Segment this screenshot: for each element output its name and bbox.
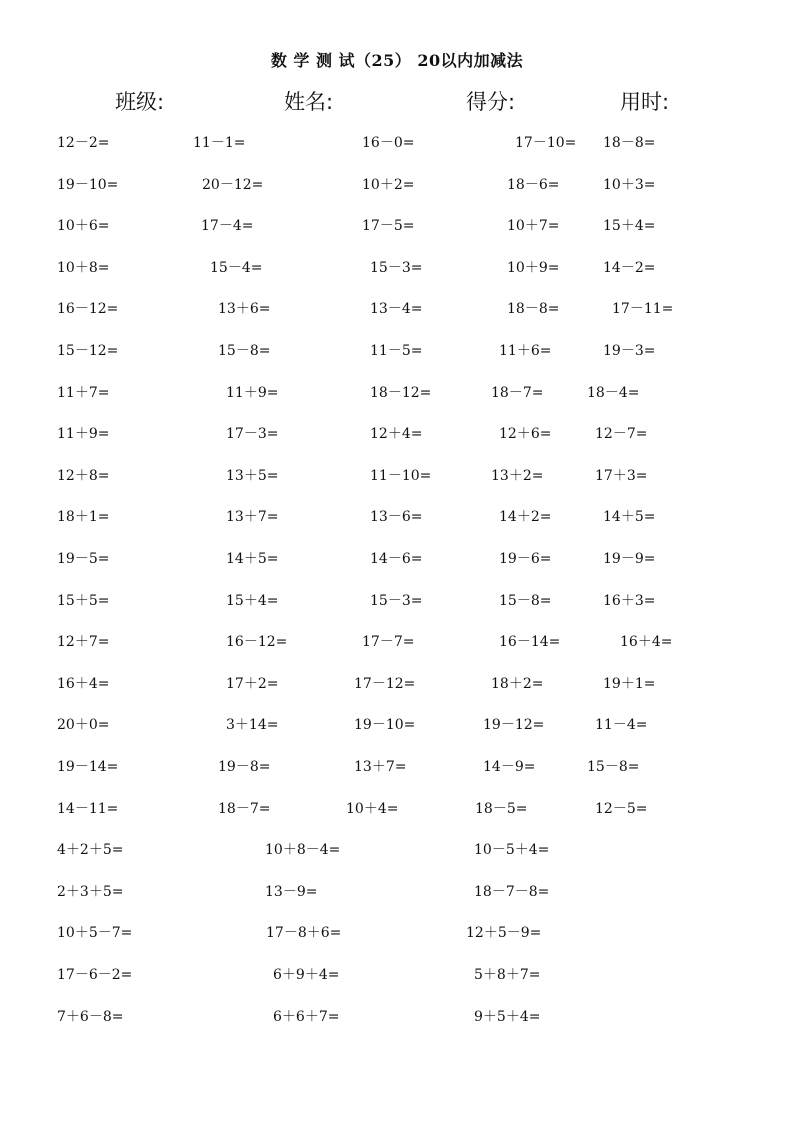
math-problem: 15－8=	[499, 593, 552, 609]
time-field-label: 用时:	[620, 90, 670, 114]
math-problem: 12＋4=	[370, 426, 423, 442]
math-problem: 14－6=	[370, 551, 423, 567]
math-problem: 19－12=	[483, 717, 545, 733]
math-problem: 17－8＋6=	[266, 925, 342, 941]
page-title: 数 学 测 试（25） 20以内加减法	[270, 51, 524, 70]
math-problem: 18－4=	[587, 385, 640, 401]
math-problem: 17－7=	[362, 634, 415, 650]
math-problem: 15－8=	[587, 759, 640, 775]
math-problem: 10＋2=	[362, 177, 415, 193]
math-problem: 17－5=	[362, 218, 415, 234]
math-problem: 18－8=	[507, 301, 560, 317]
math-problem: 17－12=	[354, 676, 416, 692]
math-problem: 18＋1=	[57, 509, 110, 525]
math-problem: 7＋6－8=	[57, 1009, 124, 1025]
math-problem: 18－7=	[218, 801, 271, 817]
math-problem: 18－7=	[491, 385, 544, 401]
math-problem: 9＋5＋4=	[474, 1009, 541, 1025]
math-problem: 18－5=	[475, 801, 528, 817]
math-problem: 12－5=	[595, 801, 648, 817]
math-problem: 15－8=	[218, 343, 271, 359]
math-problem: 6＋9＋4=	[273, 967, 340, 983]
math-problem: 12＋7=	[57, 634, 110, 650]
math-problem: 11－10=	[370, 468, 432, 484]
math-problem: 15－12=	[57, 343, 119, 359]
math-problem: 19－10=	[57, 177, 119, 193]
math-problem: 10＋8=	[57, 260, 110, 276]
math-problem: 11＋9=	[226, 385, 279, 401]
math-problem: 17＋2=	[226, 676, 279, 692]
math-problem: 15＋5=	[57, 593, 110, 609]
math-problem: 19－8=	[218, 759, 271, 775]
math-problem: 17－3=	[226, 426, 279, 442]
math-problem: 10＋9=	[507, 260, 560, 276]
math-problem: 19－14=	[57, 759, 119, 775]
math-problem: 20＋0=	[57, 717, 110, 733]
math-problem: 17－10=	[515, 135, 577, 151]
math-problem: 10＋6=	[57, 218, 110, 234]
math-problem: 11＋9=	[57, 426, 110, 442]
math-problem: 15－3=	[370, 593, 423, 609]
math-problem: 13＋2=	[491, 468, 544, 484]
class-field-label: 班级:	[115, 90, 165, 114]
math-problem: 14＋5=	[603, 509, 656, 525]
math-problem: 19－10=	[354, 717, 416, 733]
math-problem: 10＋4=	[346, 801, 399, 817]
math-problem: 12＋6=	[499, 426, 552, 442]
math-problem: 13＋5=	[226, 468, 279, 484]
math-problem: 14＋2=	[499, 509, 552, 525]
math-problem: 16－0=	[362, 135, 415, 151]
math-problem: 20－12=	[202, 177, 264, 193]
math-problem: 15－4=	[210, 260, 263, 276]
math-problem: 10＋7=	[507, 218, 560, 234]
math-problem: 13－4=	[370, 301, 423, 317]
math-problem: 19－3=	[603, 343, 656, 359]
math-problem: 11－5=	[370, 343, 423, 359]
math-problem: 2＋3＋5=	[57, 884, 124, 900]
math-problem: 19－5=	[57, 551, 110, 567]
math-problem: 11－1=	[193, 135, 246, 151]
math-problem: 13－6=	[370, 509, 423, 525]
math-problem: 19－6=	[499, 551, 552, 567]
math-problem: 16－14=	[499, 634, 561, 650]
math-problem: 15＋4=	[226, 593, 279, 609]
math-problem: 6＋6＋7=	[273, 1009, 340, 1025]
math-problem: 16＋3=	[603, 593, 656, 609]
math-problem: 16－12=	[226, 634, 288, 650]
math-problem: 10＋5－7=	[57, 925, 133, 941]
math-problem: 14－2=	[603, 260, 656, 276]
math-problem: 18－8=	[603, 135, 656, 151]
math-problem: 14－9=	[483, 759, 536, 775]
math-problem: 13＋7=	[226, 509, 279, 525]
math-problem: 19＋1=	[603, 676, 656, 692]
math-problem: 12－2=	[57, 135, 110, 151]
math-problem: 18－7－8=	[474, 884, 550, 900]
math-problem: 11＋7=	[57, 385, 110, 401]
math-problem: 18－6=	[507, 177, 560, 193]
math-problem: 12＋8=	[57, 468, 110, 484]
math-problem: 11－4=	[595, 717, 648, 733]
math-problem: 5＋8＋7=	[474, 967, 541, 983]
math-problem: 16－12=	[57, 301, 119, 317]
math-problem: 12－7=	[595, 426, 648, 442]
math-problem: 18－12=	[370, 385, 432, 401]
math-problem: 16＋4=	[620, 634, 673, 650]
math-problem: 11＋6=	[499, 343, 552, 359]
math-problem: 3＋14=	[226, 717, 279, 733]
math-problem: 10＋8－4=	[265, 842, 341, 858]
math-problem: 16＋4=	[57, 676, 110, 692]
math-problem: 13＋7=	[354, 759, 407, 775]
math-problem: 14－11=	[57, 801, 119, 817]
math-problem: 13＋6=	[218, 301, 271, 317]
math-problem: 12＋5－9=	[466, 925, 542, 941]
math-problem: 4＋2＋5=	[57, 842, 124, 858]
math-problem: 18＋2=	[491, 676, 544, 692]
name-field-label: 姓名:	[284, 90, 334, 114]
math-problem: 17－6－2=	[57, 967, 133, 983]
math-problem: 19－9=	[603, 551, 656, 567]
math-problem: 14＋5=	[226, 551, 279, 567]
math-problem: 15＋4=	[603, 218, 656, 234]
math-problem: 10＋3=	[603, 177, 656, 193]
math-problem: 17＋3=	[595, 468, 648, 484]
math-problem: 10－5＋4=	[474, 842, 550, 858]
math-problem: 15－3=	[370, 260, 423, 276]
math-problem: 13－9=	[265, 884, 318, 900]
math-problem: 17－4=	[201, 218, 254, 234]
score-field-label: 得分:	[466, 90, 516, 114]
math-problem: 17－11=	[612, 301, 674, 317]
